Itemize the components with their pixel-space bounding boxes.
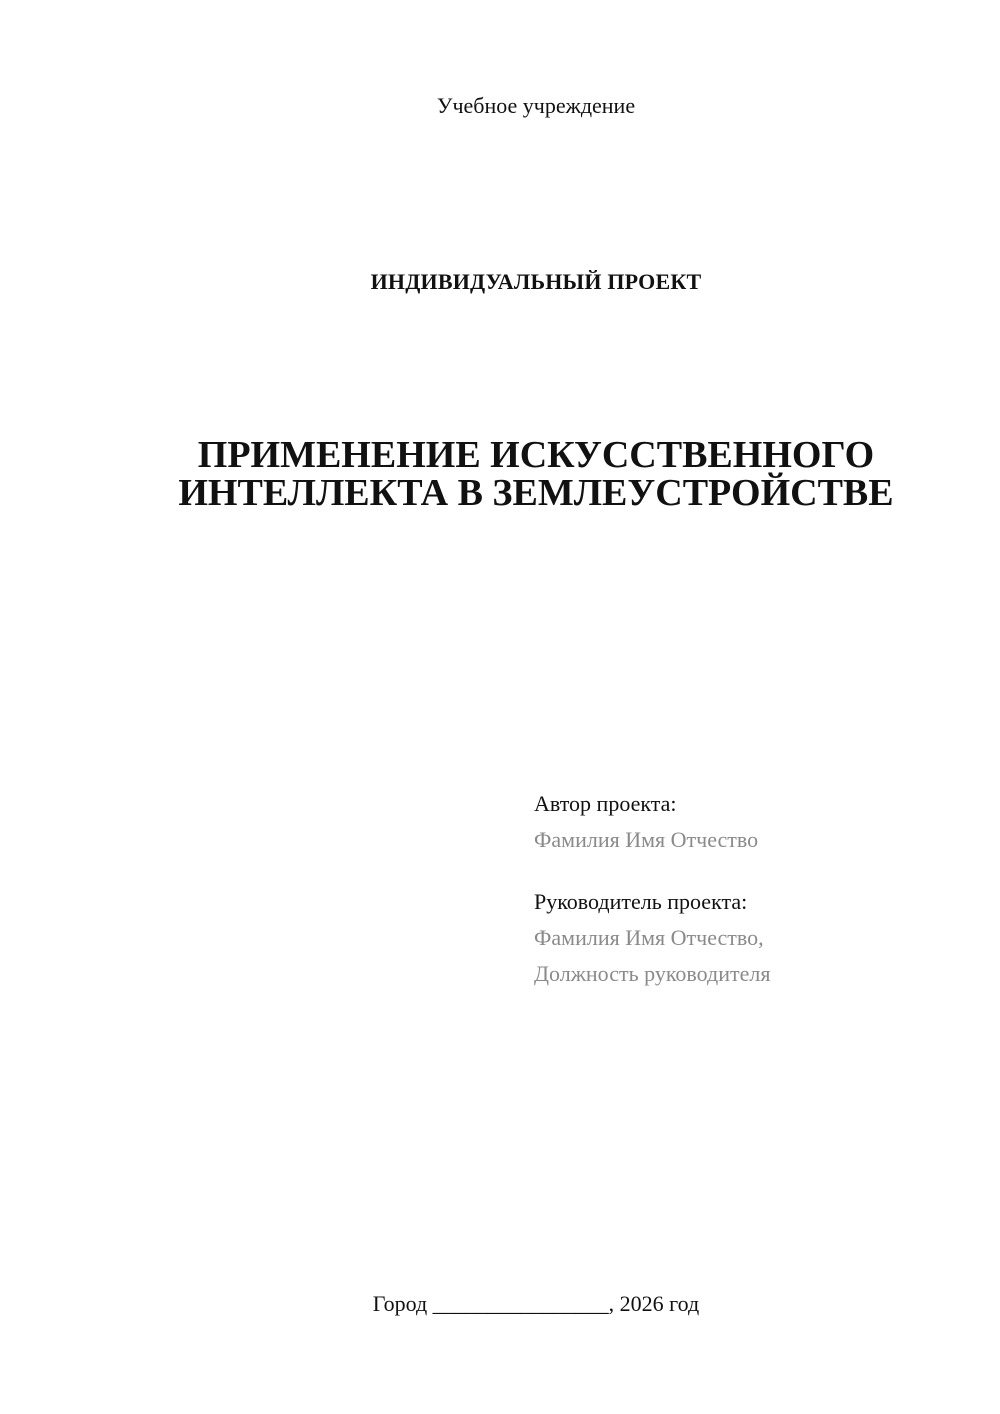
project-title [0, 436, 1000, 512]
institution-name: Учебное учреждение [436, 93, 636, 118]
supervisor-label: Руководитель проекта: [534, 889, 748, 914]
project-title-line-1: ПРИМЕНЕНИЕ ИСКУССТВЕННОГО [197, 434, 875, 476]
project-type-heading: ИНДИВИДУАЛЬНЫЙ ПРОЕКТ [370, 269, 702, 294]
project-title-line-2: ИНТЕЛЛЕКТА В ЗЕМЛЕУСТРОЙСТВЕ [178, 472, 894, 514]
supervisor-position: Должность руководителя [534, 961, 771, 986]
author-name: Фамилия Имя Отчество [534, 827, 759, 852]
supervisor-name: Фамилия Имя Отчество, [534, 925, 764, 950]
info-spacer [534, 858, 974, 884]
project-info-block [534, 786, 974, 992]
city-year-footer: Город ________________, 2026 год [372, 1291, 700, 1316]
author-label: Автор проекта: [534, 791, 677, 816]
